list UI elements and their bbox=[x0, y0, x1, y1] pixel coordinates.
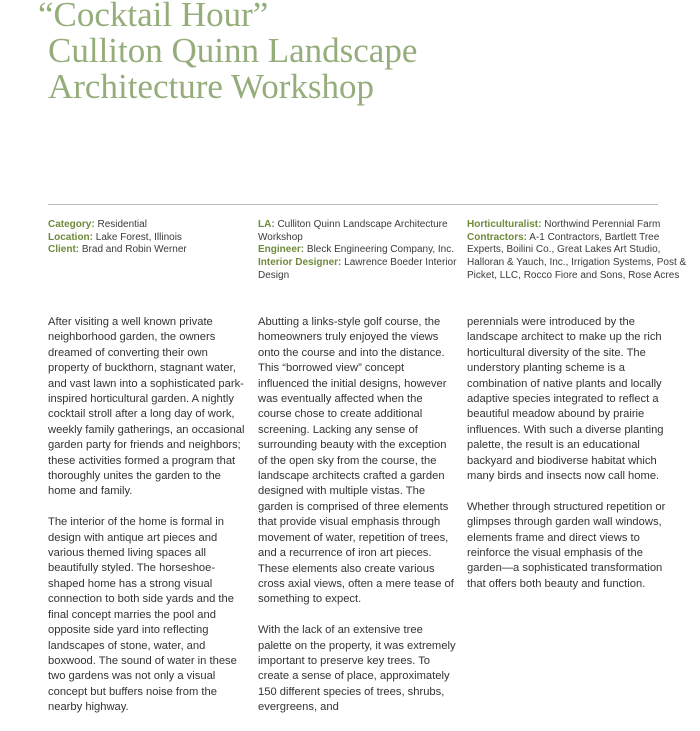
body-paragraph: Whether through structured repetition or glimpses through garden wall windows, elements frame and direct views to reinforce the visual emphasis of the garden—a sophisticated transformation that offers both beauty and function. bbox=[467, 500, 666, 590]
credit-value: Brad and Robin Werner bbox=[81, 244, 187, 256]
credit-value: Bleck Engineering Company, Inc. bbox=[306, 244, 455, 256]
credit-la bbox=[258, 219, 458, 244]
title-line-1: “Cocktail Hour” bbox=[38, 0, 269, 34]
credit-value: A-1 Contractors, Bartlett Tree Experts, Boilini Co., Great Lakes Art Studio, Halloran & Yauch, Inc., Irrigation Systems, Post & Picket, LLC, Rocco Fiore and Sons, Rose Acres bbox=[467, 231, 687, 281]
body-paragraph: perennials were introduced by the landscape architect to make up the rich horticultural diversity of the site. The understory planting scheme is a combination of native plants and locally adaptive species integrated to reflect a beautiful meadow abound by prairie influences. With such a diverse planting palette, the result is an educational backyard and biodiverse habitat which many birds and insects now call home. bbox=[467, 316, 664, 483]
credit-client bbox=[48, 244, 248, 257]
credits-column-3 bbox=[467, 219, 692, 283]
body-column-3 bbox=[467, 315, 667, 608]
body-column-2 bbox=[258, 315, 456, 731]
page-title bbox=[38, 0, 682, 106]
credit-interior-designer bbox=[258, 257, 458, 282]
credit-value: Residential bbox=[97, 219, 147, 230]
credits-column-2 bbox=[258, 219, 458, 283]
body-column-1 bbox=[48, 315, 248, 731]
title-line-2: Culliton Quinn Landscape bbox=[48, 31, 418, 70]
credits-column-1 bbox=[48, 219, 248, 257]
credit-label: Client: bbox=[48, 244, 80, 256]
body-paragraph: After visiting a well known private neighborhood garden, the owners dreamed of converting their own property of buckthorn, stagnant water, and vast lawn into a sophisticated park-inspired horticultural garden. A nightly cocktail stroll after a long day of work, weekly family gatherings, an occasional garden party for friends and neighbors; these activities formed a program that thoroughly unites the garden to the home and family. bbox=[48, 316, 245, 498]
credit-category bbox=[48, 219, 248, 232]
credit-label: LA: bbox=[258, 219, 275, 230]
credit-label: Horticulturalist: bbox=[467, 219, 542, 230]
divider-rule bbox=[48, 204, 658, 205]
credit-engineer bbox=[258, 244, 458, 257]
credit-label: Contractors: bbox=[467, 231, 528, 243]
body-paragraph: The interior of the home is formal in design with antique art pieces and various themed living spaces all beautifully styled. The horseshoe-shaped home has a strong visual connection to both side yards and the final concept marries the pool and opposite side yard into reflecting landscapes of stone, water, and boxwood. The sound of water in these two gardens was not only a visual concept but buffers noise from the nearby highway. bbox=[48, 516, 237, 714]
credit-horticulturalist bbox=[467, 219, 692, 232]
title-line-3: Architecture Workshop bbox=[48, 67, 375, 106]
credit-value: Culliton Quinn Landscape Architecture Workshop bbox=[258, 219, 448, 243]
credit-value: Lake Forest, Illinois bbox=[95, 231, 182, 243]
credit-value: Lawrence Boeder Interior Design bbox=[258, 257, 457, 281]
credit-contractors bbox=[467, 232, 692, 283]
credit-value: Northwind Perennial Farm bbox=[544, 219, 661, 230]
credit-label: Location: bbox=[48, 231, 93, 243]
credit-label: Category: bbox=[48, 219, 95, 230]
credit-label: Engineer: bbox=[258, 244, 305, 256]
credit-location bbox=[48, 232, 248, 245]
credit-label: Interior Designer: bbox=[258, 257, 342, 269]
body-paragraph: Abutting a links-style golf course, the homeowners truly enjoyed the views onto the course and into the distance. This “borrowed view” concept influenced the initial designs, however was eventually affected when the course chose to create additional screening. Lacking any sense of surrounding beauty with the exception of the open sky from the course, the landscape architects crafted a garden designed with multiple vistas. The garden is comprised of three elements that provide visual emphasis through movement of water, repetition of trees, and a recurrence of iron art pieces. These elements also create various cross axial views, often a mere tease of something to expect. bbox=[258, 316, 454, 606]
body-paragraph: With the lack of an extensive tree palette on the property, it was extremely important to preserve key trees. To create a sense of place, approximately 150 different species of trees, shrubs, evergreens, and bbox=[258, 624, 456, 714]
